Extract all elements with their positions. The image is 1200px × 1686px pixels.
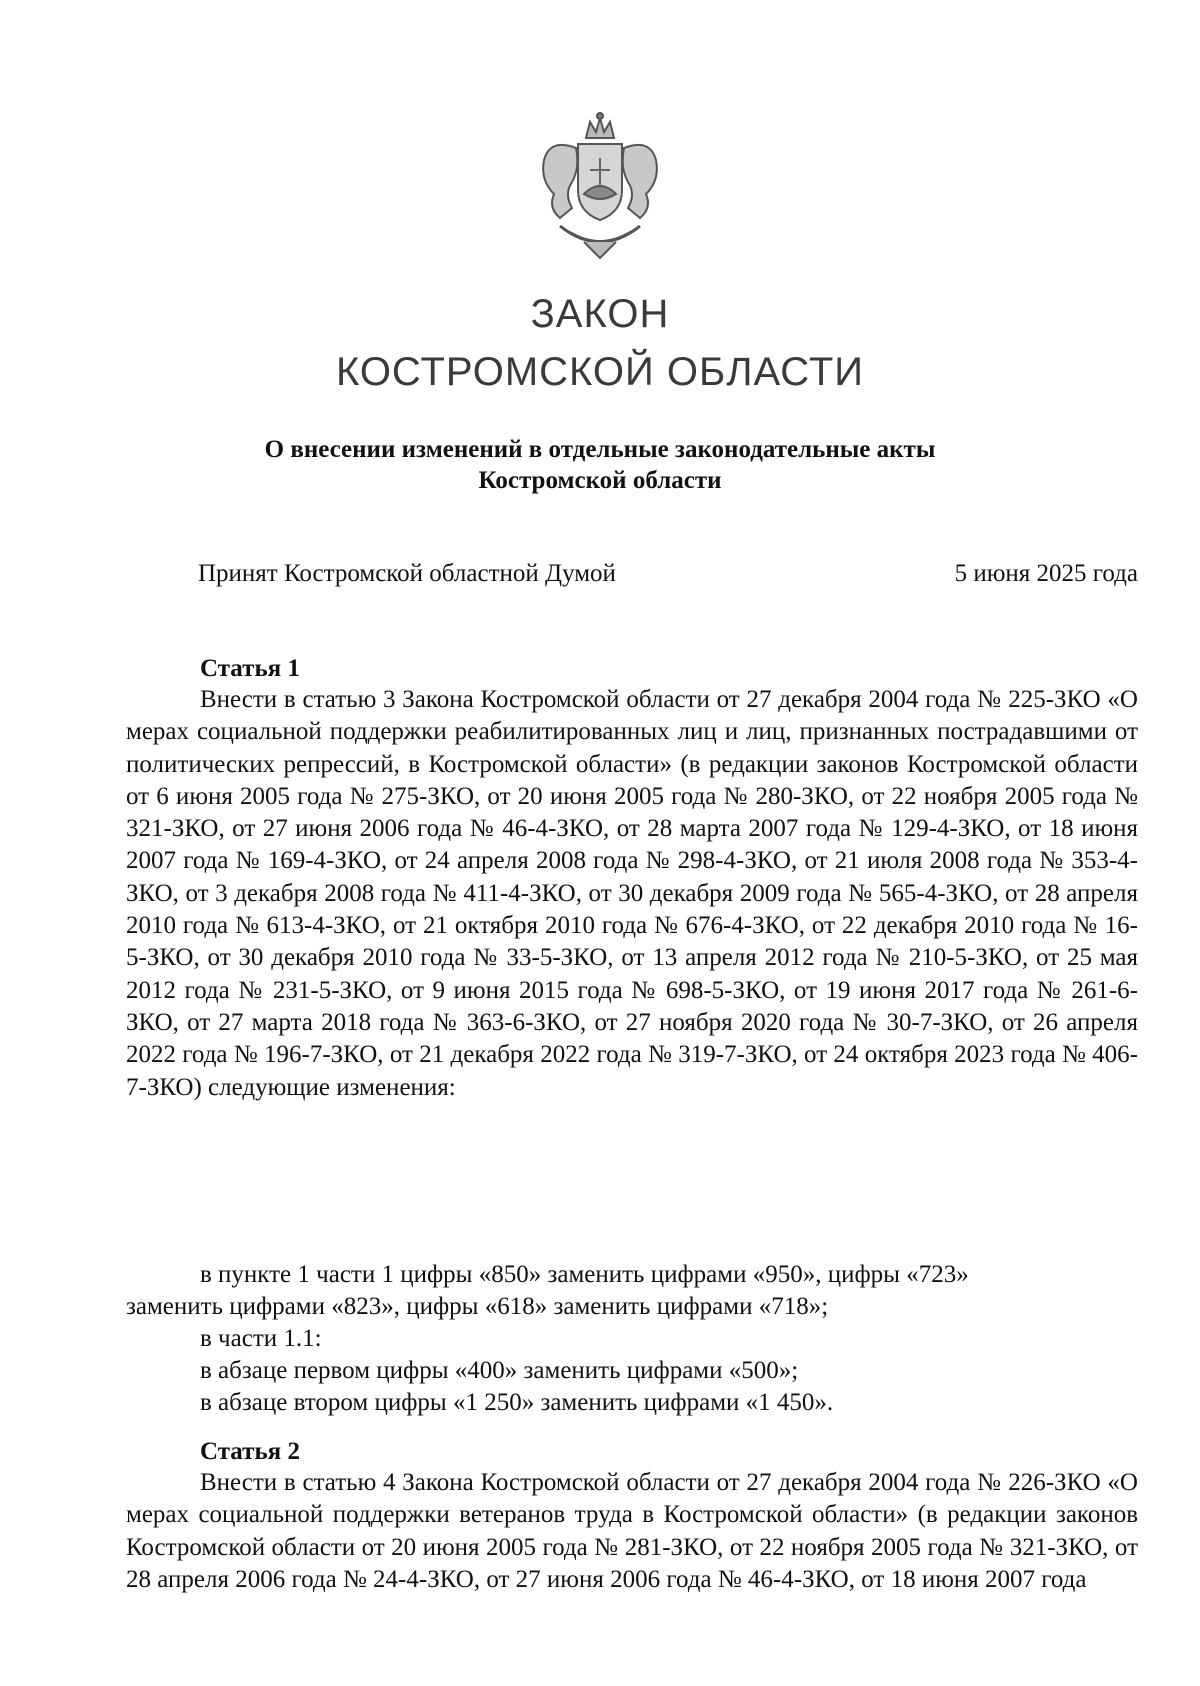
article-1-heading: Статья 1	[200, 655, 300, 682]
article-1-change-2-paragraph-2: в абзаце втором цифры «1 250» заменить цифрами «1 450».	[200, 1389, 834, 1416]
adopted-date: 5 июня 2025 года	[954, 560, 1138, 587]
law-subject-line-1: О внесении изменений в отдельные законодательные акты	[264, 436, 936, 463]
adopted-by: Принят Костромской областной Думой	[198, 560, 616, 587]
article-1-change-2: в части 1.1:	[200, 1325, 322, 1352]
law-subject-line-2: Костромской области	[478, 467, 722, 494]
article-2-intro: Внести в статью 4 Закона Костромской области от 27 декабря 2004 года № 226-ЗКО «О мерах социальной поддержки ветеранов труда в Костромской области» (в редакции законов Костромской области от 20 июня 2005 года № 281-ЗКО, от 22 ноября 2005 года № 321-ЗКО, от 28 апреля 2006 года № 24-4-ЗКО, от 27 июня 2006 года № 46-4-ЗКО, от 18 июня 2007 года	[126, 1469, 1138, 1593]
article-1-intro: Внести в статью 3 Закона Костромской области от 27 декабря 2004 года № 225-ЗКО «О мерах социальной поддержки реабилитированных лиц и лиц, признанных пострадавшими от политических репрессий, в Костромской области» (в редакции законов Костромской области от 6 июня 2005 года № 275-ЗКО, от 20 июня 2005 года № 280-ЗКО, от 22 ноября 2005 года № 321-ЗКО, от 27 июня 2006 года № 46-4-ЗКО, от 28 марта 2007 года № 129-4-ЗКО, от 18 июня 2007 года № 169-4-ЗКО, от 24 апреля 2008 года № 298-4-ЗКО, от 21 июля 2008 года № 353-4-ЗКО, от 3 декабря 2008 года № 411-4-ЗКО, от 30 декабря 2009 года № 565-4-ЗКО, от 28 апреля 2010 года № 613-4-ЗКО, от 21 октября 2010 года № 676-4-ЗКО, от 22 декабря 2010 года № 16-5-ЗКО, от 30 декабря 2010 года № 33-5-ЗКО, от 13 апреля 2012 года № 210-5-ЗКО, от 25 мая 2012 года № 231-5-ЗКО, от 9 июня 2015 года № 698-5-ЗКО, от 19 июня 2017 года № 261-6-ЗКО, от 27 марта 2018 года № 363-6-ЗКО, от 27 ноября 2020 года № 30-7-ЗКО, от 26 апреля 2022 года № 196-7-ЗКО, от 21 декабря 2022 года № 319-7-ЗКО, от 24 октября 2023 года № 406-7-ЗКО) следующие изменения:	[126, 686, 1138, 1101]
article-1-change-1-line-1: в пункте 1 части 1 цифры «850» заменить цифрами «950», цифры «723»	[200, 1261, 969, 1288]
coat-of-arms-icon	[520, 108, 680, 268]
article-1-change-1	[200, 1261, 1138, 1289]
law-region-title: КОСТРОМСКОЙ ОБЛАСТИ	[335, 350, 865, 394]
article-2-heading: Статья 2	[200, 1438, 300, 1465]
article-1-change-2-paragraph-1: в абзаце первом цифры «400» заменить цифрами «500»;	[200, 1357, 799, 1384]
article-1-change-1-line-2: заменить цифрами «823», цифры «618» заменить цифрами «718»;	[126, 1293, 829, 1320]
law-subject	[0, 434, 1200, 496]
law-title: ЗАКОН	[530, 292, 670, 336]
